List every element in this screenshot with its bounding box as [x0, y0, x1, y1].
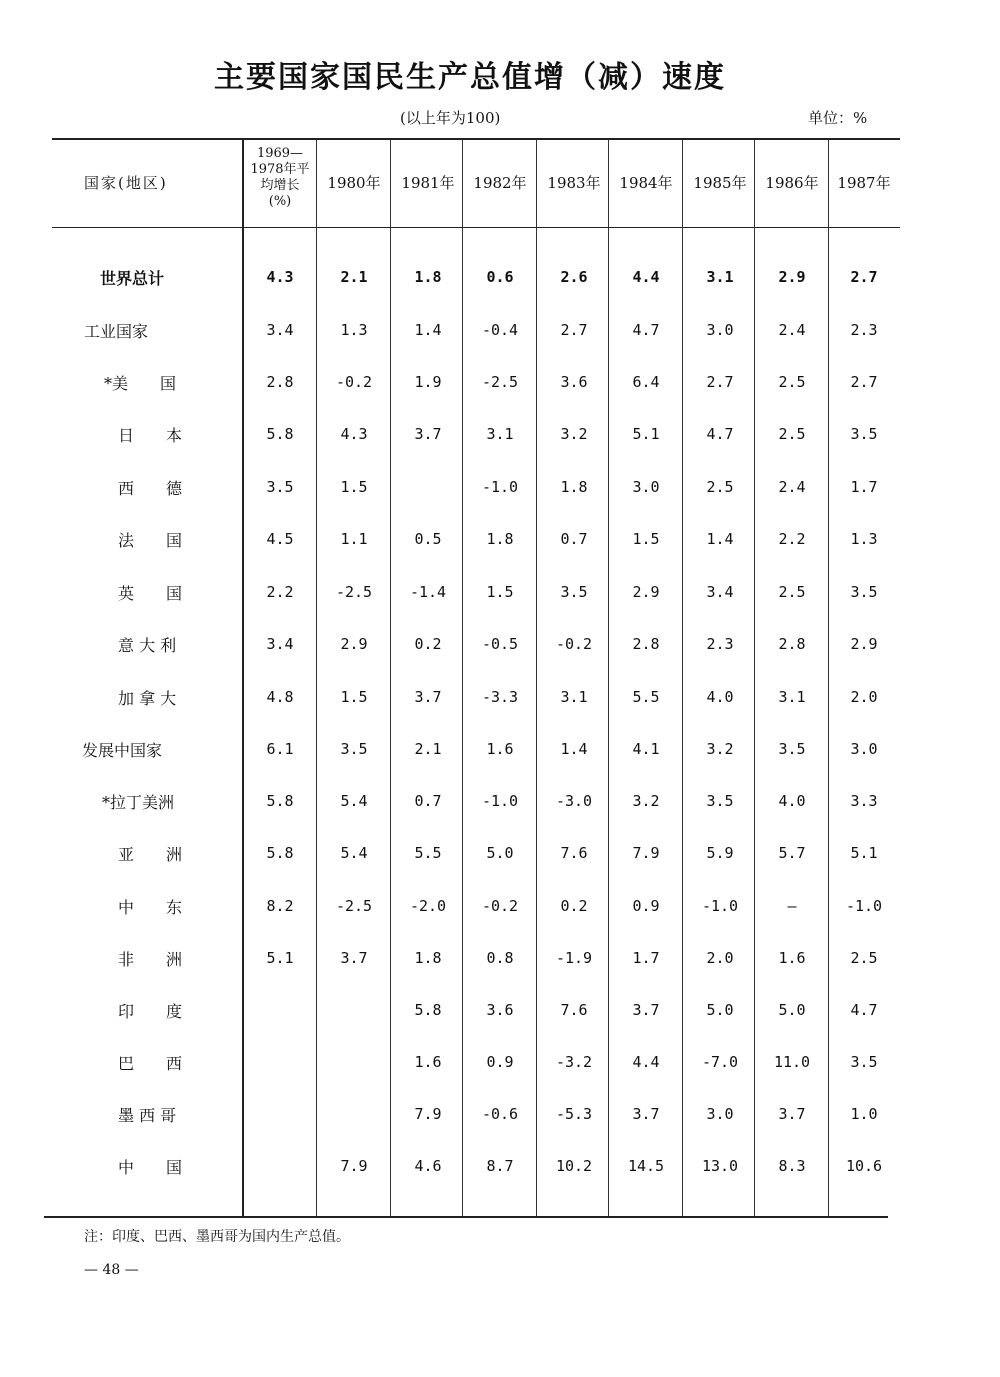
- table-cell: -3.3: [481, 688, 519, 706]
- table-row: [0, 842, 1000, 872]
- table-cell: 5.7: [778, 844, 806, 862]
- row-label: 印 度: [118, 1002, 183, 1021]
- table-cell: 2.3: [706, 635, 734, 653]
- table-cell: 2.8: [632, 635, 660, 653]
- table-row: [0, 581, 1000, 611]
- table-cell: 3.1: [706, 268, 734, 286]
- table-cell: 6.4: [632, 373, 660, 391]
- table-cell: 1.5: [632, 530, 660, 548]
- table-cell: 1.6: [486, 740, 514, 758]
- table-cell: 2.7: [560, 321, 588, 339]
- table-cell: 5.8: [266, 792, 294, 810]
- table-cell: 5.5: [632, 688, 660, 706]
- row-label: 英 国: [118, 584, 183, 603]
- table-cell: 5.1: [632, 425, 660, 443]
- table-cell: 2.9: [850, 635, 878, 653]
- table-cell: -2.5: [481, 373, 519, 391]
- table-cell: 2.7: [706, 373, 734, 391]
- table-cell: 3.6: [560, 373, 588, 391]
- table-cell: 7.6: [560, 844, 588, 862]
- table-cell: 0.2: [560, 897, 588, 915]
- row-label: 世界总计: [100, 269, 165, 288]
- table-row: [0, 1051, 1000, 1081]
- table-cell: -1.0: [481, 478, 519, 496]
- table-cell: 1.5: [486, 583, 514, 601]
- table-cell: 13.0: [701, 1157, 739, 1175]
- table-row: [0, 1103, 1000, 1133]
- table-cell: 2.0: [850, 688, 878, 706]
- table-cell: 3.5: [850, 1053, 878, 1071]
- table-cell: 5.5: [414, 844, 442, 862]
- table-cell: -1.0: [845, 897, 883, 915]
- table-cell: -0.4: [481, 321, 519, 339]
- table-cell: 3.4: [266, 635, 294, 653]
- table-cell: 1.8: [560, 478, 588, 496]
- page-number: — 48 —: [84, 1262, 139, 1278]
- row-label: 墨 西 哥: [118, 1106, 177, 1125]
- table-cell: 4.7: [632, 321, 660, 339]
- header-year: 1987年: [837, 174, 891, 192]
- row-label: 发展中国家: [82, 741, 163, 760]
- table-cell: -2.5: [335, 897, 373, 915]
- table-cell: 1.6: [414, 1053, 442, 1071]
- table-cell: 2.2: [778, 530, 806, 548]
- table-row: [0, 947, 1000, 977]
- table-cell: 1.6: [778, 949, 806, 967]
- table-row: [0, 319, 1000, 349]
- table-cell: 5.4: [340, 844, 368, 862]
- table-cell: 4.0: [706, 688, 734, 706]
- table-cell: 3.1: [560, 688, 588, 706]
- table-cell: 2.7: [850, 373, 878, 391]
- page-title: 主要国家国民生产总值增（减）速度: [214, 60, 726, 95]
- table-cell: 5.1: [266, 949, 294, 967]
- table-cell: 2.2: [266, 583, 294, 601]
- table-cell: 0.5: [414, 530, 442, 548]
- table-cell: -3.0: [555, 792, 593, 810]
- table-row: [0, 738, 1000, 768]
- table-cell: 3.2: [632, 792, 660, 810]
- table-cell: 14.5: [627, 1157, 665, 1175]
- header-year: 1984年: [619, 174, 673, 192]
- table-row: [0, 999, 1000, 1029]
- header-average-line: 1978年平: [250, 162, 310, 177]
- table-cell: 5.0: [706, 1001, 734, 1019]
- table-cell: 3.4: [706, 583, 734, 601]
- table-cell: 3.7: [632, 1001, 660, 1019]
- row-label: 意 大 利: [118, 636, 177, 655]
- row-label: 中 国: [118, 1158, 183, 1177]
- table-cell: 2.6: [560, 268, 588, 286]
- table-cell: 3.3: [850, 792, 878, 810]
- table-cell: 3.1: [486, 425, 514, 443]
- table-cell: 2.9: [632, 583, 660, 601]
- table-cell: 4.6: [414, 1157, 442, 1175]
- table-cell: 1.8: [414, 949, 442, 967]
- table-cell: 3.5: [560, 583, 588, 601]
- table-cell: 8.2: [266, 897, 294, 915]
- header-year: 1980年: [327, 174, 381, 192]
- table-cell: 5.0: [486, 844, 514, 862]
- footnote: 注：印度、巴西、墨西哥为国内生产总值。: [84, 1229, 350, 1245]
- table-subtitle: (以上年为100): [400, 109, 501, 127]
- table-cell: 2.5: [778, 425, 806, 443]
- table-cell: 4.4: [632, 268, 660, 286]
- table-cell: -1.4: [409, 583, 447, 601]
- table-cell: 3.2: [560, 425, 588, 443]
- table-cell: 0.8: [486, 949, 514, 967]
- table-cell: 1.7: [632, 949, 660, 967]
- table-cell: -3.2: [555, 1053, 593, 1071]
- table-cell: 3.4: [266, 321, 294, 339]
- table-cell: 5.8: [414, 1001, 442, 1019]
- row-label: 西 德: [118, 479, 183, 498]
- table-row: [0, 266, 1000, 296]
- table-cell: 5.9: [706, 844, 734, 862]
- row-label: *美 国: [104, 374, 177, 393]
- table-cell: 2.7: [850, 268, 878, 286]
- row-label: 亚 洲: [118, 845, 183, 864]
- table-cell: 3.5: [778, 740, 806, 758]
- row-label: 非 洲: [118, 950, 183, 969]
- table-cell: 3.7: [414, 688, 442, 706]
- table-cell: 2.4: [778, 321, 806, 339]
- table-cell: 4.1: [632, 740, 660, 758]
- table-cell: 3.7: [778, 1105, 806, 1123]
- table-cell: 0.9: [632, 897, 660, 915]
- table-cell: 3.5: [340, 740, 368, 758]
- table-cell: 7.6: [560, 1001, 588, 1019]
- row-label: *拉丁美洲: [102, 793, 175, 812]
- table-row: [0, 686, 1000, 716]
- table-cell: —: [787, 897, 797, 915]
- table-cell: 2.0: [706, 949, 734, 967]
- table-row: [0, 423, 1000, 453]
- table-cell: 5.8: [266, 844, 294, 862]
- table-cell: 1.4: [560, 740, 588, 758]
- table-cell: 0.9: [486, 1053, 514, 1071]
- table-cell: 1.3: [850, 530, 878, 548]
- table-cell: 3.5: [706, 792, 734, 810]
- table-cell: 2.8: [778, 635, 806, 653]
- table-cell: 4.0: [778, 792, 806, 810]
- table-cell: 2.9: [778, 268, 806, 286]
- table-cell: -0.2: [335, 373, 373, 391]
- table-cell: 2.5: [778, 373, 806, 391]
- table-cell: -0.2: [555, 635, 593, 653]
- table-cell: 2.3: [850, 321, 878, 339]
- table-cell: 4.4: [632, 1053, 660, 1071]
- table-cell: 4.8: [266, 688, 294, 706]
- table-cell: 7.9: [632, 844, 660, 862]
- row-label: 日 本: [118, 426, 183, 445]
- table-cell: 4.3: [340, 425, 368, 443]
- header-average-line: 1969—: [256, 146, 304, 161]
- table-cell: -1.9: [555, 949, 593, 967]
- row-label: 法 国: [118, 531, 183, 550]
- table-cell: 1.0: [850, 1105, 878, 1123]
- table-cell: 3.5: [850, 583, 878, 601]
- table-cell: 3.1: [778, 688, 806, 706]
- table-cell: -0.6: [481, 1105, 519, 1123]
- table-cell: -2.0: [409, 897, 447, 915]
- table-row: [0, 895, 1000, 925]
- table-cell: 7.9: [414, 1105, 442, 1123]
- table-cell: 7.9: [340, 1157, 368, 1175]
- table-cell: 3.5: [850, 425, 878, 443]
- header-year: 1981年: [401, 174, 455, 192]
- table-cell: 1.3: [340, 321, 368, 339]
- table-row: [0, 371, 1000, 401]
- table-cell: 2.8: [266, 373, 294, 391]
- table-cell: 0.7: [560, 530, 588, 548]
- header-average-line: 均增长: [260, 178, 300, 193]
- table-cell: 3.7: [414, 425, 442, 443]
- table-cell: 4.7: [850, 1001, 878, 1019]
- table-row: [0, 633, 1000, 663]
- row-label: 加 拿 大: [118, 689, 177, 708]
- table-cell: 11.0: [773, 1053, 811, 1071]
- table-cell: -1.0: [481, 792, 519, 810]
- header-country: 国家(地区): [84, 174, 168, 192]
- header-year: 1982年: [473, 174, 527, 192]
- table-cell: 4.3: [266, 268, 294, 286]
- table-cell: 0.6: [486, 268, 514, 286]
- table-cell: -7.0: [701, 1053, 739, 1071]
- header-year: 1986年: [765, 174, 819, 192]
- table-cell: 3.0: [850, 740, 878, 758]
- header-year: 1983年: [547, 174, 601, 192]
- table-cell: 2.5: [850, 949, 878, 967]
- table-top-rule: [52, 138, 900, 140]
- table-cell: 1.8: [486, 530, 514, 548]
- table-cell: -1.0: [701, 897, 739, 915]
- row-label: 工业国家: [84, 322, 149, 341]
- table-cell: 1.5: [340, 688, 368, 706]
- table-cell: -5.3: [555, 1105, 593, 1123]
- table-row: [0, 528, 1000, 558]
- table-cell: 1.4: [706, 530, 734, 548]
- row-label: 中 东: [118, 898, 183, 917]
- table-cell: 1.1: [340, 530, 368, 548]
- table-cell: 3.5: [266, 478, 294, 496]
- table-cell: 10.2: [555, 1157, 593, 1175]
- table-cell: 3.7: [632, 1105, 660, 1123]
- table-cell: 5.1: [850, 844, 878, 862]
- table-cell: 3.2: [706, 740, 734, 758]
- table-cell: 1.8: [414, 268, 442, 286]
- table-cell: 3.7: [340, 949, 368, 967]
- table-cell: 10.6: [845, 1157, 883, 1175]
- table-bottom-rule: [44, 1216, 888, 1218]
- header-year: 1985年: [693, 174, 747, 192]
- table-cell: 4.5: [266, 530, 294, 548]
- table-cell: 8.7: [486, 1157, 514, 1175]
- table-cell: -2.5: [335, 583, 373, 601]
- header-average-growth: [244, 146, 316, 210]
- table-cell: -0.2: [481, 897, 519, 915]
- table-cell: 6.1: [266, 740, 294, 758]
- table-cell: 1.5: [340, 478, 368, 496]
- unit-label: 单位：%: [808, 109, 868, 127]
- table-cell: 3.6: [486, 1001, 514, 1019]
- table-cell: 2.4: [778, 478, 806, 496]
- table-cell: 0.2: [414, 635, 442, 653]
- table-cell: 3.0: [632, 478, 660, 496]
- table-cell: 2.1: [340, 268, 368, 286]
- table-cell: 3.0: [706, 1105, 734, 1123]
- table-row: [0, 1155, 1000, 1185]
- table-cell: 2.1: [414, 740, 442, 758]
- table-cell: 2.9: [340, 635, 368, 653]
- table-cell: 0.7: [414, 792, 442, 810]
- header-average-line: (%): [268, 194, 292, 209]
- table-cell: 1.4: [414, 321, 442, 339]
- table-cell: 1.9: [414, 373, 442, 391]
- table-row: [0, 790, 1000, 820]
- table-cell: 5.0: [778, 1001, 806, 1019]
- table-cell: 3.0: [706, 321, 734, 339]
- table-cell: 1.7: [850, 478, 878, 496]
- table-cell: 2.5: [706, 478, 734, 496]
- table-header-rule: [52, 227, 900, 228]
- table-cell: 2.5: [778, 583, 806, 601]
- table-cell: -0.5: [481, 635, 519, 653]
- table-cell: 5.8: [266, 425, 294, 443]
- row-label: 巴 西: [118, 1054, 183, 1073]
- table-row: [0, 476, 1000, 506]
- table-cell: 8.3: [778, 1157, 806, 1175]
- table-cell: 4.7: [706, 425, 734, 443]
- table-cell: 5.4: [340, 792, 368, 810]
